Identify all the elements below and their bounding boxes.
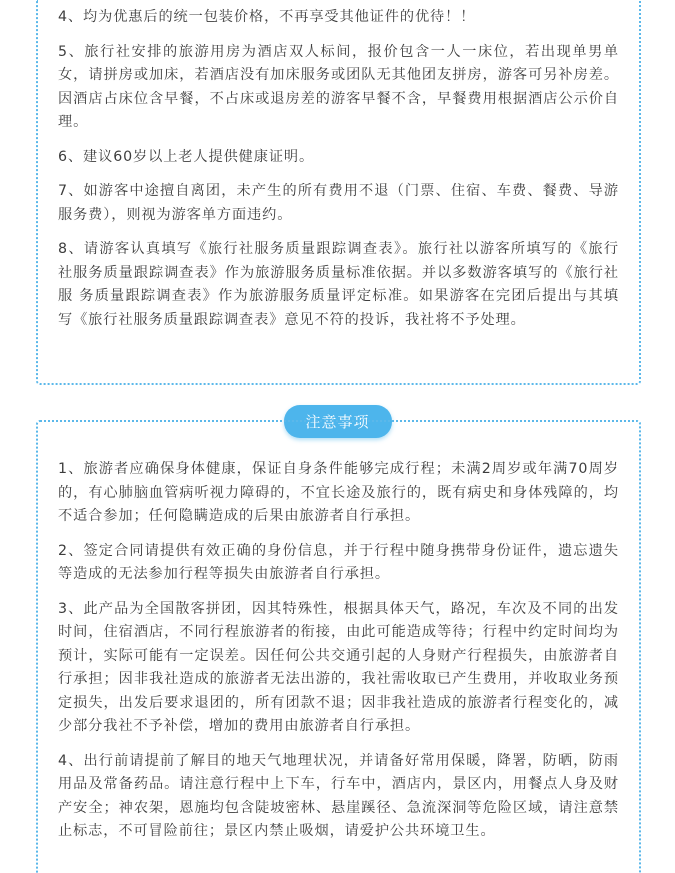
notes-list (38, 6, 639, 332)
note-item-6: 6、建议60岁以上老人提供健康证明。 (58, 148, 315, 165)
notes-box (36, 0, 641, 385)
section-title-attention: 注意事项 (283, 405, 391, 438)
attention-item-2: 2、签定合同请提供有效正确的身份信息，并于行程中随身携带身份证件，遗忘遗失等造成的无法参加行程等损失由旅游者自行承担。 (58, 542, 619, 582)
attention-item-4: 4、出行前请提前了解目的地天气地理状况，并请备好常用保暖，降署，防晒，防雨用品及常备药品。请注意行程中上下车，行车中，酒店内，景区内，用餐点人身及财产安全；神农架，恩施均包含陡坡密林、悬崖蹊径、急流深洞等危险区域，请注意禁止标志，不可冒险前往；景区内禁止吸烟，请爱护公共环境卫生。 (58, 752, 619, 839)
attention-item-1: 1、旅游者应确保身体健康，保证自身条件能够完成行程；未满2周岁或年满70周岁的，有心肺脑血管病听视力障碍的，不宜长途及旅行的，既有病史和身体残障的，均不适合参加；任何隐瞒造成的后果由旅游者自行承担。 (58, 461, 619, 524)
note-item-8: 8、请游客认真填写《旅行社服务质量跟踪调查表》。旅行社以游客所填写的《旅行社服务质量跟踪调查表》作为旅游服务质量标准依据。并以多数游客填写的《旅行社服 务质量跟踪调查表》作为旅游服务质量评定标准。如果游客在完团后提出与其填写《旅行社服务质量跟踪调查表》意见不符的投诉，我社将不予处理。 (58, 241, 619, 328)
note-item-5: 5、旅行社安排的旅游用房为酒店双人标间，报价包含一人一床位，若出现单男单女，请拼房或加床，若酒店没有加床服务或团队无其他团友拼房，游客可另补房差。因酒店占床位含早餐，不占床或退房差的游客早餐不含，早餐费用根据酒店公示价自理。 (58, 43, 619, 130)
note-item-4: 4、均为优惠后的统一包装价格，不再享受其他证件的优待！！ (58, 9, 476, 25)
attention-list (38, 458, 639, 844)
attention-box (36, 420, 641, 873)
attention-item-3: 3、此产品为全国散客拼团，因其特殊性，根据具体天气，路况，车次及不同的出发时间，住宿酒店，不同行程旅游者的衔接，由此可能造成等待；行程中约定时间均为预计，实际可能有一定误差。因任何公共交通引起的人身财产行程损失，由旅游者自行承担；因非我社造成的旅游者无法出游的，我社需收取已产生费用，并收取业务预定损失，出发后要求退团的，所有团款不退；因非我社造成的旅游者行程变化的，减少部分我社不予补偿，增加的费用由旅游者自行承担。 (58, 600, 619, 734)
note-item-7: 7、如游客中途擅自离团，未产生的所有费用不退（门票、住宿、车费、餐费、导游服务费），则视为游客单方面违约。 (58, 183, 619, 223)
